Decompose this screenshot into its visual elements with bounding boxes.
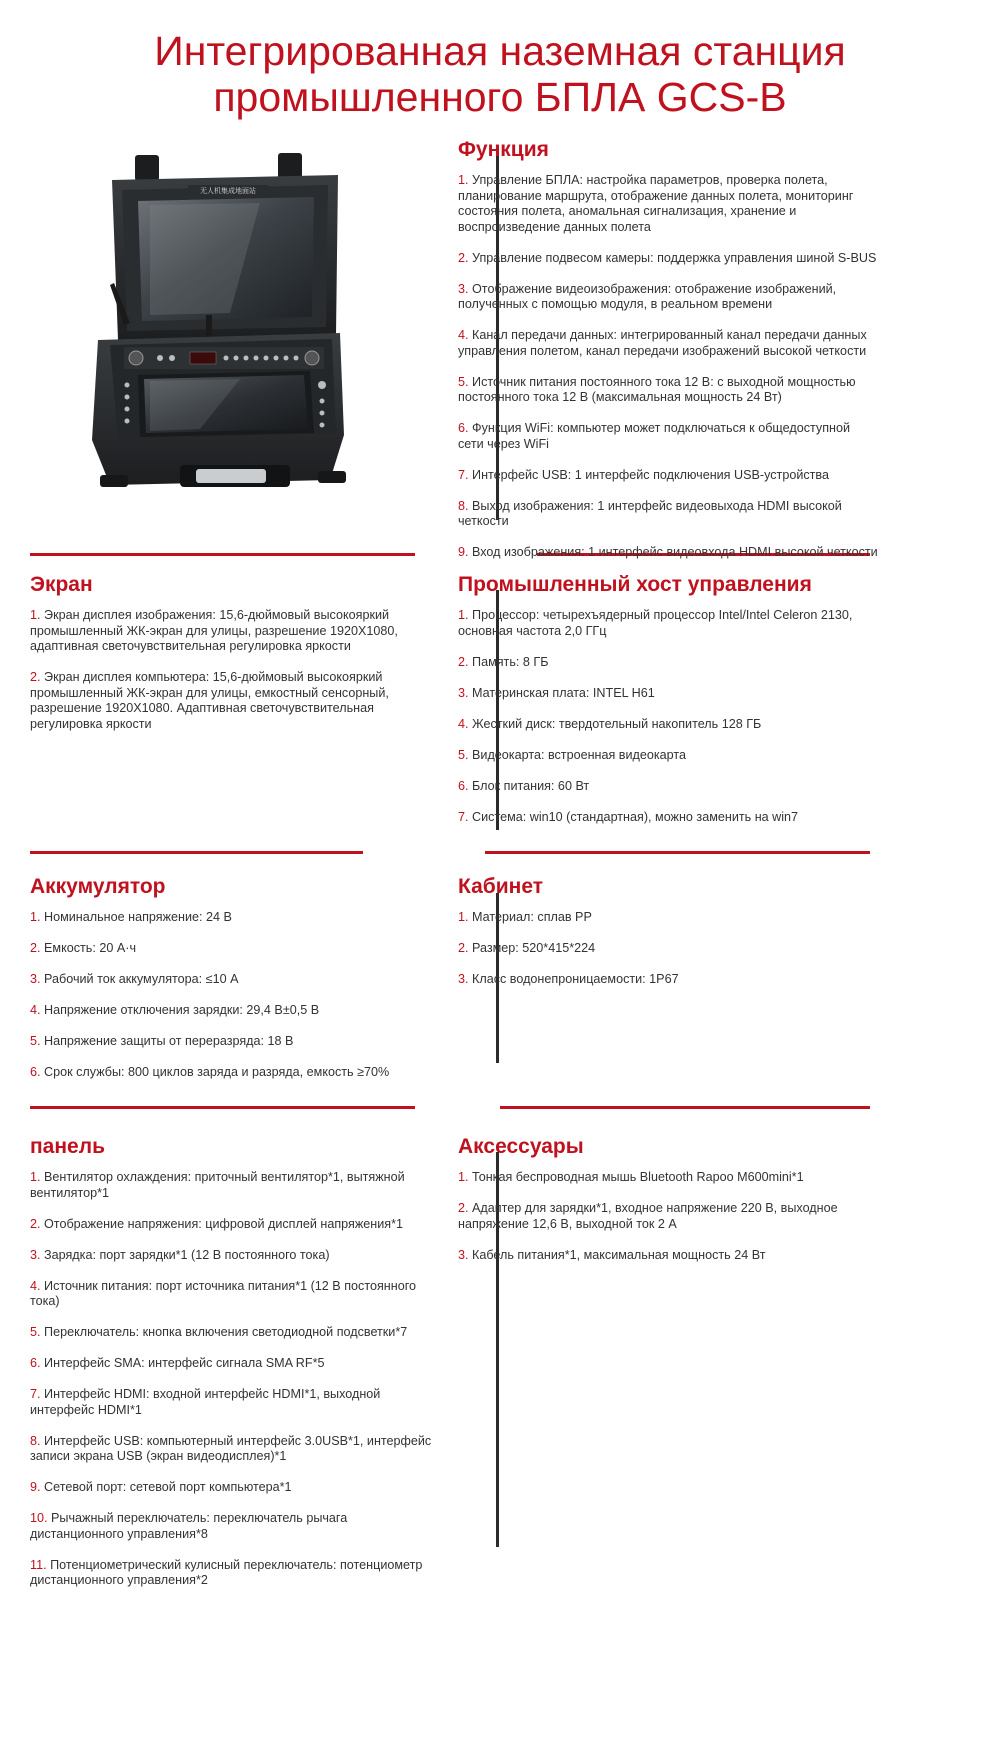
spec-item-number: 9. xyxy=(458,545,469,559)
spec-item xyxy=(30,941,435,957)
spec-item-text: Жесткий диск: твердотельный накопитель 128 ГБ xyxy=(472,716,762,731)
spec-item xyxy=(30,1065,435,1081)
spec-item xyxy=(458,810,873,826)
spec-item xyxy=(458,686,873,702)
divider-h-right-2 xyxy=(485,851,870,854)
spec-item-number: 3. xyxy=(30,1247,41,1262)
spec-item xyxy=(458,748,873,764)
spec-item xyxy=(30,910,435,926)
spec-item-text: Напряжение отключения зарядки: 29,4 В±0,5 В xyxy=(44,1003,320,1017)
spec-item-text: Рычажный переключатель: переключатель рычага дистанционного управления*8 xyxy=(30,1511,348,1541)
spec-item xyxy=(458,941,873,957)
fan-left xyxy=(129,351,143,365)
spec-item-number: 1. xyxy=(30,1170,41,1184)
foot-right xyxy=(318,471,346,483)
page-title xyxy=(0,28,1000,120)
voltage-display xyxy=(190,352,216,364)
spec-item-number: 1. xyxy=(30,910,41,924)
spec-item xyxy=(30,1480,435,1496)
spec-item-number: 1. xyxy=(30,608,41,622)
spec-item xyxy=(30,1170,435,1201)
spec-item xyxy=(458,779,873,795)
spec-item xyxy=(458,655,873,671)
spec-item-number: 10. xyxy=(30,1511,48,1525)
spec-item-number: 1. xyxy=(458,608,469,622)
spec-item-number: 2. xyxy=(30,670,41,684)
spec-item-number: 6. xyxy=(30,1065,41,1079)
foot-left xyxy=(100,475,128,487)
spec-item-text: Класс водонепроницаемости: 1P67 xyxy=(472,972,679,986)
spec-item-text: Отображение видеоизображения: отображение изображений, полученных с помощью модуля, в реальном времени xyxy=(458,281,837,311)
spec-list xyxy=(458,1170,873,1263)
spec-item-number: 5. xyxy=(458,747,469,762)
spec-item xyxy=(458,1248,873,1264)
spec-item-number: 5. xyxy=(30,1325,41,1339)
section-heading: Кабинет xyxy=(458,875,544,898)
title-line-2: промышленного БПЛА GCS-B xyxy=(213,74,787,120)
spec-item-text: Система: win10 (стандартная), можно заменить на win7 xyxy=(472,809,799,824)
spec-list xyxy=(30,910,435,1081)
spec-item-text: Интерфейс USB: 1 интерфейс подключения USB-устройства xyxy=(472,467,829,482)
spec-item-number: 8. xyxy=(458,498,469,513)
spec-item-text: Управление БПЛА: настройка параметров, проверка полета, планирование маршрута, отображение данных полета, мониторинг состояния полета, аномальная сигнализация, хранение и воспроизведение данных полета xyxy=(458,173,854,234)
spec-list xyxy=(458,910,873,988)
spec-list xyxy=(458,173,878,561)
spec-item-number: 5. xyxy=(458,374,469,389)
spec-item-text: Сетевой порт: сетевой порт компьютера*1 xyxy=(44,1480,292,1494)
spec-item xyxy=(30,1279,435,1310)
spec-item-text: Отображение напряжения: цифровой дисплей напряжения*1 xyxy=(44,1216,403,1231)
handle-grip xyxy=(196,469,266,483)
spec-item-number: 1. xyxy=(458,910,469,924)
spec-item-number: 11. xyxy=(30,1557,47,1572)
spec-item-text: Функция WiFi: компьютер может подключаться к общедоступной сети через WiFi xyxy=(458,421,851,451)
spec-item xyxy=(458,282,878,313)
spec-item xyxy=(458,1201,873,1232)
spec-item-text: Память: 8 ГБ xyxy=(472,654,549,669)
spec-item-text: Управление подвесом камеры: поддержка управления шиной S-BUS xyxy=(472,250,877,265)
spec-item xyxy=(458,717,873,733)
spec-list xyxy=(30,1170,435,1589)
spec-item xyxy=(458,251,878,267)
spec-item xyxy=(30,1387,435,1418)
section-screen xyxy=(30,572,435,748)
spec-item xyxy=(458,910,873,926)
spec-list xyxy=(458,608,873,825)
spec-item-text: Интерфейс HDMI: входной интерфейс HDMI*1, выходной интерфейс HDMI*1 xyxy=(30,1387,381,1417)
section-heading: Аксессуары xyxy=(458,1135,584,1158)
spec-item-text: Вентилятор охлаждения: приточный вентилятор*1, вытяжной вентилятор*1 xyxy=(30,1170,405,1200)
spec-item-number: 2. xyxy=(30,941,41,955)
spec-item-number: 8. xyxy=(30,1433,41,1448)
spec-item-text: Выход изображения: 1 интерфейс видеовыхода HDMI высокой четкости xyxy=(458,498,842,528)
spec-item-number: 3. xyxy=(458,281,469,296)
spec-item-number: 3. xyxy=(458,685,469,700)
spec-item xyxy=(30,670,435,732)
spec-item-number: 6. xyxy=(30,1356,41,1370)
spec-item-text: Видеокарта: встроенная видеокарта xyxy=(472,747,687,762)
spec-item-text: Емкость: 20 А·ч xyxy=(44,941,137,955)
spec-item-number: 3. xyxy=(30,972,41,986)
spec-item-number: 4. xyxy=(30,1003,41,1017)
spec-item-number: 3. xyxy=(458,1247,469,1262)
spec-item-text: Потенциометрический кулисный переключатель: потенциометр дистанционного управления*2 xyxy=(30,1557,423,1587)
section-host xyxy=(458,572,873,841)
section-accessories xyxy=(458,1134,873,1279)
section-panel xyxy=(30,1134,435,1604)
spec-item xyxy=(458,1170,873,1186)
spec-list xyxy=(30,608,435,732)
spec-item-text: Напряжение защиты от переразряда: 18 В xyxy=(44,1034,294,1048)
spec-item xyxy=(458,421,878,452)
spec-item-text: Зарядка: порт зарядки*1 (12 В постоянного тока) xyxy=(44,1247,330,1262)
spec-item-text: Экран дисплея изображения: 15,6-дюймовый высокояркий промышленный ЖК-экран для улицы, разрешение 1920X1080, адаптивная светочувствительная регулировка яркости xyxy=(30,608,398,653)
spec-item xyxy=(30,1325,435,1341)
spec-item xyxy=(30,608,435,655)
spec-item xyxy=(30,1248,435,1264)
spec-item xyxy=(458,468,878,484)
spec-item-number: 2. xyxy=(30,1216,41,1231)
spec-item-text: Экран дисплея компьютера: 15,6-дюймовый высокояркий промышленный ЖК-экран для улицы, емкостный сенсорный, разрешение 1920X1080. Адаптивная светочувствительная регулировка яркости xyxy=(30,670,389,731)
spec-item-text: Адаптер для зарядки*1, входное напряжение 220 В, выходное напряжение 12,6 В, выходной ток 2 А xyxy=(458,1201,838,1231)
section-heading: Аккумулятор xyxy=(30,875,166,898)
spec-item xyxy=(30,1003,435,1019)
spec-item xyxy=(30,1511,435,1542)
spec-item-number: 9. xyxy=(30,1480,41,1494)
section-battery xyxy=(30,874,435,1096)
spec-item xyxy=(458,499,878,530)
spec-item-text: Блок питания: 60 Вт xyxy=(472,778,590,793)
spec-item xyxy=(458,375,878,406)
ground-station-illustration xyxy=(0,135,480,605)
spec-item-text: Канал передачи данных: интегрированный канал передачи данных управления полетом, канал передачи изображений высокой четкости xyxy=(458,328,867,358)
spec-item xyxy=(458,328,878,359)
hinge-left xyxy=(135,155,159,181)
spec-item-text: Интерфейс USB: компьютерный интерфейс 3.0USB*1, интерфейс записи экрана USB (экран видеодисплея)*1 xyxy=(30,1433,432,1463)
divider-h-left-3 xyxy=(30,1106,415,1109)
spec-item xyxy=(458,972,873,988)
title-line-1: Интегрированная наземная станция xyxy=(154,28,846,74)
spec-item-number: 5. xyxy=(30,1034,41,1048)
spec-item-number: 3. xyxy=(458,972,469,986)
spec-item-number: 1. xyxy=(458,173,469,187)
spec-item xyxy=(30,1558,435,1589)
spec-item-number: 7. xyxy=(30,1387,41,1401)
spec-item-text: Тонкая беспроводная мышь Bluetooth Rapoo M600mini*1 xyxy=(472,1170,804,1184)
section-cabinet xyxy=(458,874,873,1003)
spec-item-number: 2. xyxy=(458,941,469,955)
section-heading: Экран xyxy=(30,573,93,596)
spec-item xyxy=(30,1356,435,1372)
spec-item-number: 4. xyxy=(458,716,469,731)
spec-item-text: Интерфейс SMA: интерфейс сигнала SMA RF*5 xyxy=(44,1356,325,1370)
product-photo xyxy=(0,135,480,605)
spec-item-number: 6. xyxy=(458,421,469,435)
spec-item-number: 7. xyxy=(458,467,469,482)
spec-item-text: Размер: 520*415*224 xyxy=(472,941,596,955)
spec-item-number: 4. xyxy=(458,328,469,342)
spec-item-text: Переключатель: кнопка включения светодиодной подсветки*7 xyxy=(44,1325,408,1339)
spec-item xyxy=(30,972,435,988)
spec-item-number: 2. xyxy=(458,1201,469,1215)
section-heading: панель xyxy=(30,1135,105,1158)
spec-item-text: Источник питания: порт источника питания*1 (12 В постоянного тока) xyxy=(30,1278,417,1308)
spec-item-number: 2. xyxy=(458,250,469,265)
spec-item-text: Срок службы: 800 циклов заряда и разряда, емкость ≥70% xyxy=(44,1065,390,1079)
spec-item-text: Источник питания постоянного тока 12 В: с выходной мощностью постоянного тока 12 В (максимальная мощность 24 Вт) xyxy=(458,374,856,404)
divider-h-right-3 xyxy=(500,1106,870,1109)
spec-item-text: Рабочий ток аккумулятора: ≤10 А xyxy=(44,972,239,986)
divider-h-left-1 xyxy=(30,553,415,556)
spec-item-text: Процессор: четырехъядерный процессор Intel/Intel Celeron 2130, основная частота 2,0 ГГц xyxy=(458,608,853,638)
section-heading: Функция xyxy=(458,138,549,161)
spec-item-text: Материнская плата: INTEL H61 xyxy=(472,685,655,700)
spec-item xyxy=(30,1034,435,1050)
spec-item xyxy=(458,608,873,639)
spec-item-number: 4. xyxy=(30,1278,41,1293)
spec-item-text: Вход изображения: 1 интерфейс видеовхода HDMI высокой четкости xyxy=(472,545,878,559)
section-function xyxy=(458,137,878,576)
fan-right xyxy=(305,351,319,365)
spec-item xyxy=(458,545,878,561)
spec-item-number: 6. xyxy=(458,778,469,793)
divider-h-left-2 xyxy=(30,851,363,854)
spec-item-number: 1. xyxy=(458,1170,469,1184)
spec-item xyxy=(30,1217,435,1233)
spec-item xyxy=(30,1434,435,1465)
spec-item-number: 2. xyxy=(458,654,469,669)
device-label: 无人机集成地面站 xyxy=(200,187,256,195)
section-heading: Промышленный хост управления xyxy=(458,573,812,596)
spec-item-text: Номинальное напряжение: 24 В xyxy=(44,910,232,924)
spec-item-text: Материал: сплав PP xyxy=(472,910,592,924)
spec-item-text: Кабель питания*1, максимальная мощность 24 Вт xyxy=(472,1247,766,1262)
spec-item-number: 7. xyxy=(458,809,469,824)
spec-item xyxy=(458,173,878,235)
